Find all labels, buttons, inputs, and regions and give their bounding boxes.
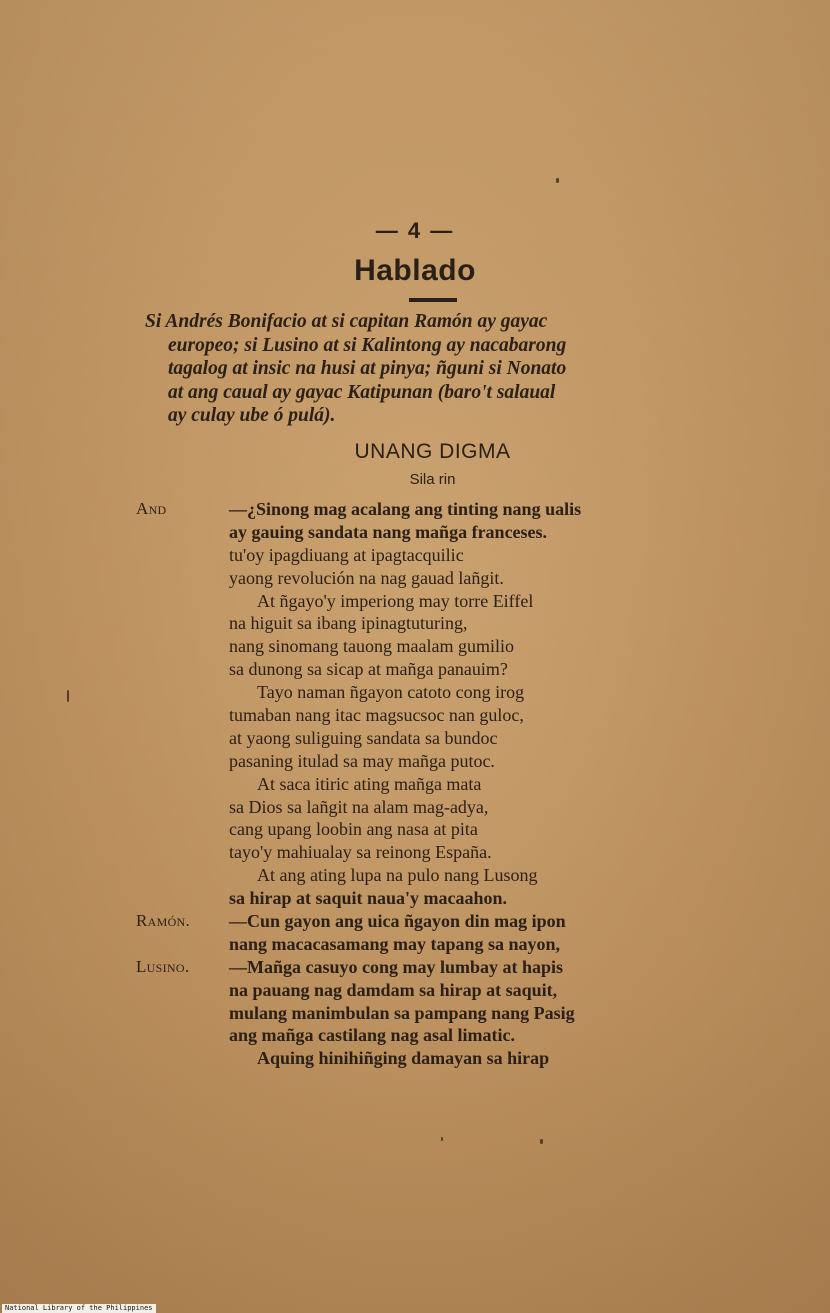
paper-speck [540, 1139, 543, 1144]
verse-row [0, 910, 830, 933]
verse-line: na higuit sa ibang ipinagtuturing, [229, 613, 468, 634]
verse-row [0, 1047, 830, 1070]
verse-row [0, 796, 830, 819]
paper-speck [441, 1137, 443, 1141]
verse-line: Aquing hinihiñging damayan sa hirap [257, 1048, 550, 1069]
scene-note: Sila rin [409, 471, 456, 488]
verse-row [0, 521, 830, 544]
speaker-name: Ramón. [136, 911, 191, 931]
page-number: — 4 — [375, 218, 455, 243]
paper-speck [67, 690, 69, 702]
stage-direction-line: tagalog at insic na husi at pinya; ñguni si Nonato [168, 358, 567, 379]
paper-speck [556, 178, 559, 183]
verse-row [0, 979, 830, 1002]
verse-line: At saca itiric ating mañga mata [257, 773, 482, 794]
verse-row [0, 841, 830, 864]
stage-direction-line: ay culay ube ó pulá). [168, 405, 336, 426]
stage-direction-line: Si Andrés Bonifacio at si capitan Ramón ay gayac [145, 311, 548, 332]
verse-row [0, 658, 830, 681]
verse-row [0, 704, 830, 727]
verse-row [0, 933, 830, 956]
verse-row [0, 612, 830, 635]
dialogue-block [0, 498, 830, 1070]
verse-row [0, 887, 830, 910]
stage-direction [145, 310, 745, 428]
page-title: Hablado [354, 254, 476, 287]
verse-row [0, 956, 830, 979]
verse-line: yaong revolución na nag gauad lañgit. [229, 567, 504, 588]
stage-direction-line: at ang caual ay gayac Katipunan (baro't salaual [168, 381, 556, 403]
verse-line: At ñgayo'y imperiong may torre Eiffel [257, 590, 534, 611]
speaker-name: And [136, 499, 167, 518]
verse-line: tu'oy ipagdiuang at ipagtacquilic [229, 544, 464, 565]
verse-line: sa Dios sa lañgit na alam mag-adya, [229, 796, 489, 817]
verse-line: sa dunong sa sicap at mañga panauim? [229, 659, 508, 680]
verse-row [0, 635, 830, 658]
verse-line: at yaong suliguing sandata sa bundoc [229, 727, 498, 748]
verse-line: —Mañga casuyo cong may lumbay at hapis [229, 956, 564, 977]
verse-row [0, 727, 830, 750]
verse-line: mulang manimbulan sa pampang nang Pasig [229, 1002, 575, 1023]
verse-line: Tayo naman ñgayon catoto cong irog [257, 682, 525, 703]
verse-line: ang mañga castilang nag asal limatic. [229, 1025, 516, 1046]
verse-line: pasaning itulad sa may mañga putoc. [229, 750, 495, 771]
verse-line: At ang ating lupa na pulo nang Lusong [257, 865, 538, 886]
verse-line: —¿Sinong mag acalang ang tinting nang ualis [229, 499, 582, 519]
verse-line: tumaban nang itac magsucsoc nan guloc, [229, 705, 524, 726]
verse-row [0, 567, 830, 590]
verse-line: nang sinomang tauong maalam gumilio [229, 636, 514, 657]
verse-row [0, 864, 830, 887]
verse-row [0, 773, 830, 796]
verse-line: tayo'y mahiualay sa reinong España. [229, 842, 492, 863]
verse-row [0, 818, 830, 841]
verse-line: ay gauing sandata nang mañga franceses. [229, 521, 548, 542]
verse-line: cang upang loobin ang nasa at pita [229, 819, 478, 840]
verse-line: —Cun gayon ang uica ñgayon din mag ipon [229, 911, 566, 932]
verse-row [0, 681, 830, 704]
verse-row [0, 750, 830, 773]
verse-row [0, 498, 830, 521]
verse-row [0, 544, 830, 567]
verse-line: na pauang nag damdam sa hirap at saquit, [229, 979, 558, 1000]
verse-row [0, 1002, 830, 1025]
stage-direction-line: europeo; si Lusino at si Kalintong ay nacabarong [168, 334, 567, 356]
title-rule [409, 298, 457, 302]
verse-line: nang macacasamang may tapang sa nayon, [229, 933, 561, 954]
verse-line: sa hirap at saquit naua'y macaahon. [229, 888, 508, 909]
act-heading: UNANG DIGMA [354, 440, 511, 463]
verse-row [0, 1024, 830, 1047]
footer-credit: National Library of the Philippines [2, 1304, 156, 1313]
verse-row [0, 590, 830, 613]
speaker-name: Lusino. [136, 956, 190, 976]
